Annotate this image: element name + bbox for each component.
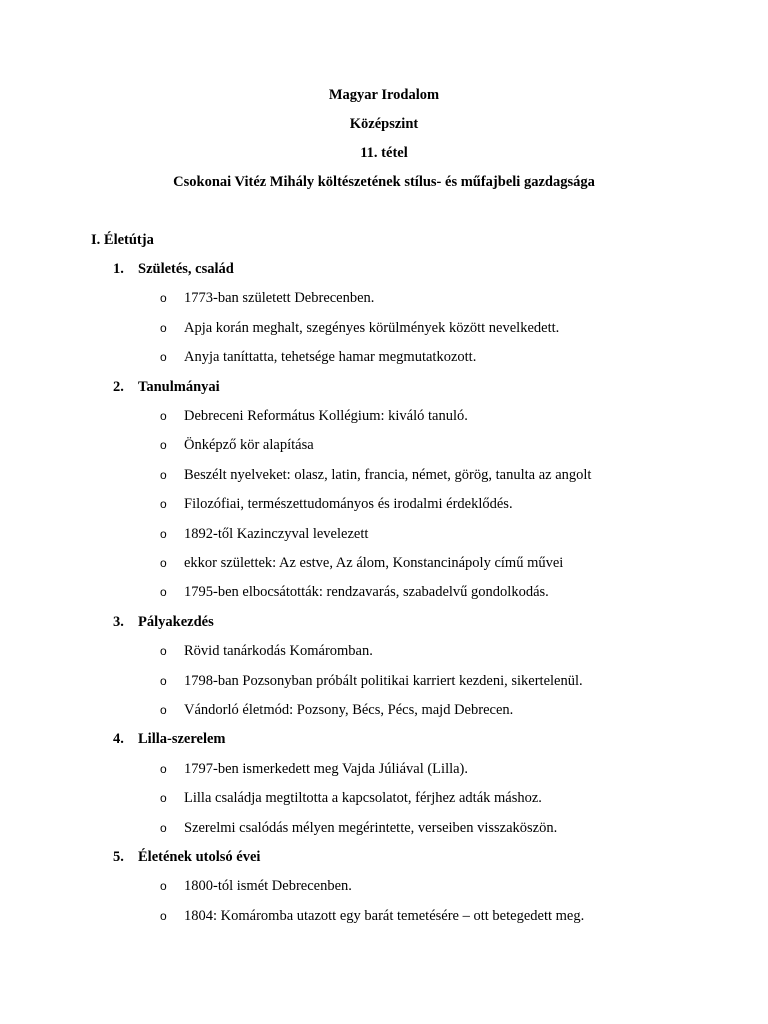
list-item: Filozófiai, természettudományos és irodalmi érdeklődés. (184, 496, 513, 513)
bullet-marker: o (160, 497, 167, 512)
section-title: Életének utolsó évei (138, 849, 261, 865)
list-item: Beszélt nyelveket: olasz, latin, francia, német, görög, tanulta az angolt (184, 466, 592, 483)
section-number: 3. (113, 613, 124, 630)
list-item: 1773-ban született Debrecenben. (184, 290, 375, 307)
list-item: Önképző kör alapítása (184, 437, 314, 454)
bullet-marker: o (160, 291, 167, 306)
list-item: Rövid tanárkodás Komáromban. (184, 643, 373, 660)
bullet-marker: o (160, 350, 167, 365)
bullet-marker: o (160, 467, 167, 482)
section-number: 1. (113, 261, 124, 277)
bullet-marker: o (160, 879, 167, 894)
bullet-marker: o (160, 526, 167, 541)
list-item: 1804: Komáromba utazott egy barát temetésére – ott betegedett meg. (184, 907, 585, 924)
list-item: Apja korán meghalt, szegényes körülmények között nevelkedett. (184, 319, 560, 336)
section-number: 5. (113, 849, 124, 865)
bullet-marker: o (160, 585, 167, 600)
document-subject: Magyar Irodalom (328, 87, 440, 103)
section-title: Születés, család (138, 261, 234, 277)
part-heading: I. Életútja (91, 232, 154, 248)
section-title: Pályakezdés (138, 613, 214, 630)
bullet-marker: o (160, 908, 167, 923)
section-number: 2. (113, 378, 124, 395)
list-item: Vándorló életmód: Pozsony, Bécs, Pécs, majd Debrecen. (184, 702, 514, 718)
bullet-marker: o (160, 820, 167, 835)
document-item-number: 11. tétel (360, 145, 408, 161)
list-item: 1795-ben elbocsátották: rendzavarás, szabadelvű gondolkodás. (184, 584, 549, 601)
bullet-marker: o (160, 761, 167, 776)
bullet-marker: o (160, 644, 167, 659)
bullet-marker: o (160, 673, 167, 688)
section-title: Tanulmányai (138, 378, 220, 395)
bullet-marker: o (160, 320, 167, 335)
list-item: 1892-től Kazinczyval levelezett (184, 525, 369, 542)
bullet-marker: o (160, 703, 167, 717)
list-item: Szerelmi csalódás mélyen megérintette, verseiben visszaköszön. (184, 819, 558, 836)
section-title: Lilla-szerelem (138, 731, 226, 748)
list-item: 1798-ban Pozsonyban próbált politikai karriert kezdeni, sikertelenül. (184, 672, 583, 689)
bullet-marker: o (160, 409, 167, 423)
bullet-marker: o (160, 556, 167, 570)
bullet-marker: o (160, 438, 167, 453)
document-topic-title: Csokonai Vitéz Mihály költészetének stílus- és műfajbeli gazdagsága (173, 174, 595, 190)
list-item: 1797-ben ismerkedett meg Vajda Júliával (Lilla). (184, 760, 469, 777)
list-item: Anyja taníttatta, tehetsége hamar megmutatkozott. (184, 349, 477, 366)
document-level: Középszint (349, 116, 419, 132)
list-item: ekkor születtek: Az estve, Az álom, Konstancinápoly című művei (184, 555, 564, 571)
list-item: Lilla családja megtiltotta a kapcsolatot, férjhez adták máshoz. (184, 790, 542, 807)
section-number: 4. (113, 731, 124, 748)
list-item: 1800-tól ismét Debrecenben. (184, 878, 352, 895)
bullet-marker: o (160, 791, 167, 806)
list-item: Debreceni Református Kollégium: kiváló tanuló. (184, 408, 468, 424)
